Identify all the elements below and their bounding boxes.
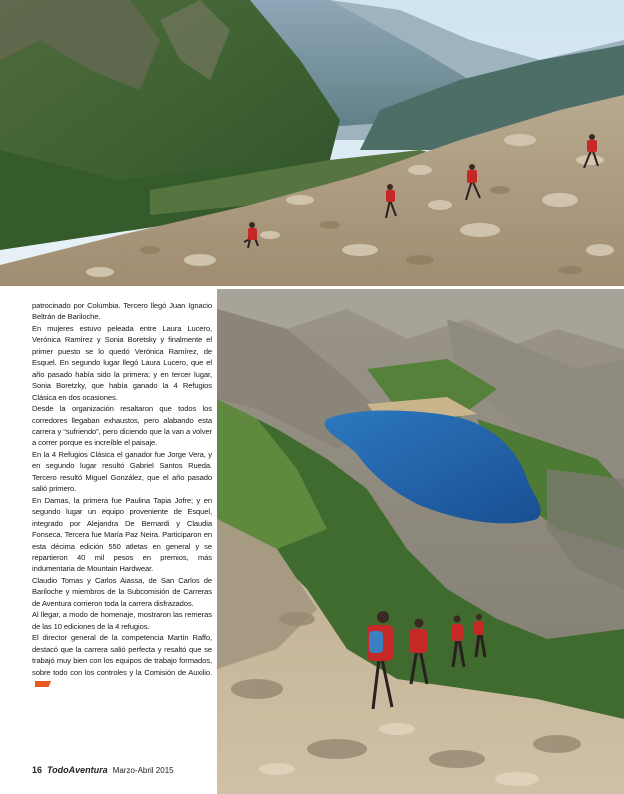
article-paragraph: En la 4 Refugios Clásica el ganador fue Jorge Vera, y en segundo lugar resultó Gabriel Santos Rueda. Tercero resultó Miguel González, que el año pasado salió primero. xyxy=(32,449,212,494)
lake-valley-runners-photo xyxy=(217,289,624,794)
article-paragraph: Claudio Tomas y Carlos Aiassa, de San Carlos de Bariloche y miembros de la Subcomisión de Carreras de Aventura corrieron toda la carrera disfrazados. xyxy=(32,575,212,608)
end-of-article-icon xyxy=(35,681,51,687)
issue-date: Marzo-Abril 2015 xyxy=(112,766,174,775)
article-body xyxy=(32,300,212,689)
article-paragraph: patrocinado por Columbia. Tercero llegó Juan Ignacio Beltrán de Bariloche. xyxy=(32,301,212,322)
brand-part1: Todo xyxy=(47,765,69,775)
mountain-trail-runners-photo xyxy=(0,0,624,286)
right-photo xyxy=(217,289,624,794)
article-paragraph: Desde la organización resaltaron que todos los corredores llegaban exhaustos, pero alabando esta carrera y “sufriendo”, pero diciendo que la van a volver a correr porque es increíble el paisaje. xyxy=(32,404,212,448)
page-footer xyxy=(32,765,174,779)
top-photo xyxy=(0,0,624,286)
article-paragraph: Al llegar, a modo de homenaje, mostraron las remeras de las 10 ediciones de la 4 refugios. xyxy=(32,610,212,631)
brand-part2: Aventura xyxy=(68,765,108,775)
article-paragraph: En mujeres estuvo peleada entre Laura Lucero, Verónica Ramírez y Sonia Boretsky y finalmente el primer puesto se lo quedó Verónica Ramírez, de Esquel. En segundo lugar llegó Laura Lucero, que el año pasado había sido la primera; y en tercer lugar, Sonia Boretzky, que había ganado la 4 Refugios Clásica en dos ocasiones. xyxy=(32,323,212,402)
article-paragraph: En Damas, la primera fue Paulina Tapia Jofre; y en segundo lugar un equipo proveniente de Esquel, integrado por Alejandra De Bernardi y Claudia Fonseca. Tercera fue María Paz Neira. Participaron en esta décima edición 550 atletas en general y se repartieron 40 mil pesos en premios, más indumentaria de Mountain Hardwear. xyxy=(32,495,212,574)
page-number: 16 xyxy=(32,765,43,775)
article-paragraph-text: El director general de la competencia Martín Raffo, destacó que la carrera salió perfecta y resaltó que se trabajó muy bien con los equipos de trabajo formados, sobre todo con los controles y la Comisión de Auxilio. xyxy=(32,633,212,677)
article-paragraph-last xyxy=(32,632,212,689)
magazine-logo xyxy=(47,765,108,775)
